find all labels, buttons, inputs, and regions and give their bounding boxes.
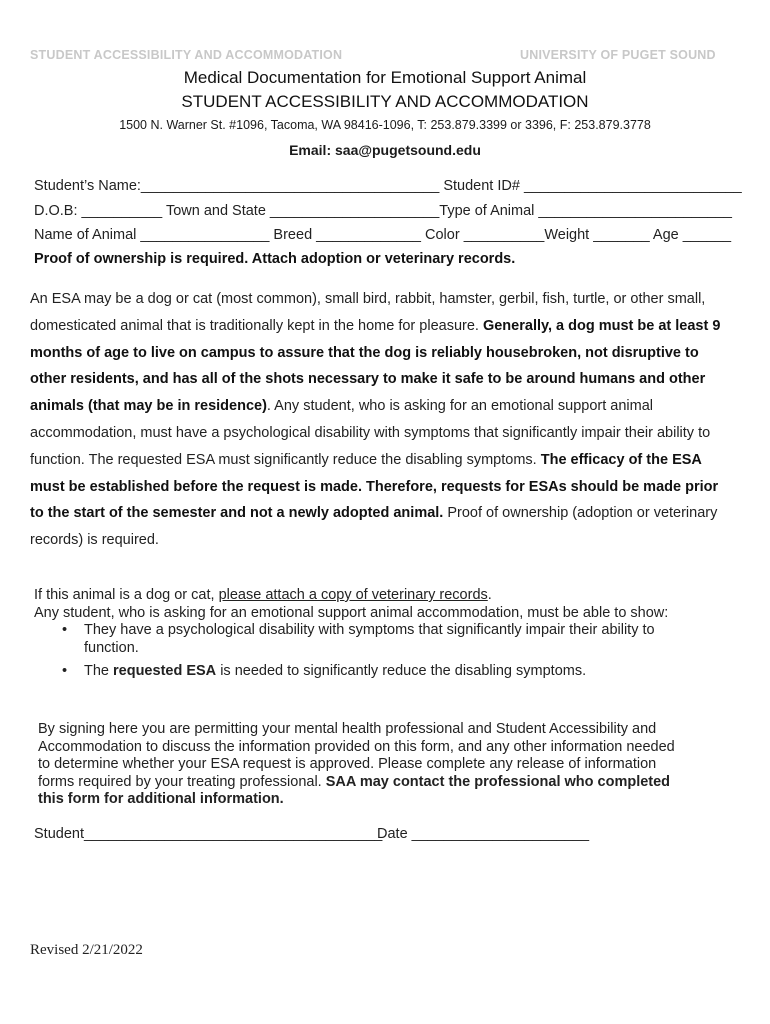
bullet-text: The	[84, 663, 114, 679]
bullet-icon: •	[62, 622, 68, 638]
policy-bold-1: Generally, a dog must be at least 9 months of age to live on campus to assure that the dog is reliably housebroken, not disruptive to other residents, and has all of the shots necessary to make it safe to be around humans and other animals (that may be in residence)	[30, 317, 721, 415]
requirements-intro: Any student, who is asking for an emotional support animal accommodation, must be able to show:	[34, 604, 669, 621]
list-item	[34, 663, 674, 681]
esa-policy-paragraph	[30, 286, 730, 554]
form-row-student[interactable]: Student’s Name:_____________________________________ Student ID# ___________________________	[34, 178, 742, 194]
office-email: Email: saa@pugetsound.edu	[289, 142, 481, 158]
vet-records-link[interactable]: please attach a copy of veterinary records	[218, 587, 488, 603]
consent-bold: SAA may contact the professional who completed this form for additional information.	[38, 773, 671, 807]
form-row-dob[interactable]: D.O.B: __________ Town and State _____________________Type of Animal ________________________	[34, 203, 732, 219]
policy-bold-2: The efficacy of the ESA must be established before the request is made. Therefore, requests for ESAs should be made prior to the start of the semester and not a newly adopted animal.	[30, 451, 719, 522]
form-title: Medical Documentation for Emotional Support Animal	[183, 68, 587, 87]
bullet-text: They have a psychological disability with symptoms that significantly impair their ability to function.	[84, 622, 655, 656]
bullet-bold: requested ESA	[113, 663, 217, 679]
policy-text-1: An ESA may be a dog or cat (most common), small bird, rabbit, hamster, gerbil, fish, turtle, or other small, domesticated animal that is traditionally kept in the home for pleasure.	[30, 291, 706, 334]
student-signature-field[interactable]: Student_____________________________________	[34, 826, 383, 842]
office-address: 1500 N. Warner St. #1096, Tacoma, WA 98416-1096, T: 253.879.3399 or 3396, F: 253.879.3778	[119, 118, 651, 132]
proof-notice: Proof of ownership is required. Attach adoption or veterinary records.	[34, 251, 516, 267]
dogcat-note	[34, 587, 674, 605]
consent-text: By signing here you are permitting your mental health professional and Student Accessibility and Accommodation to discuss the information provided on this form, and any other information needed to determine whether your ESA request is approved. Please complete any release of information forms required by your treating professional.	[38, 721, 675, 790]
consent-paragraph	[38, 721, 678, 809]
dogcat-suffix: .	[487, 587, 492, 603]
policy-text-3: Proof of ownership (adoption or veterinary records) is required.	[30, 505, 718, 549]
list-item	[34, 622, 674, 657]
header-left: STUDENT ACCESSIBILITY AND ACCOMMODATION	[30, 48, 343, 62]
policy-text-2: . Any student, who is asking for an emotional support animal accommodation, must have a psychological disability with symptoms that significantly impair their ability to function. The requested ESA must significantly reduce the disabling symptoms.	[30, 398, 711, 468]
form-row-animal[interactable]: Name of Animal ________________ Breed _____________ Color __________Weight _______ Age ______	[34, 227, 732, 243]
revision-date: Revised 2/21/2022	[30, 942, 143, 958]
date-field[interactable]: Date ______________________	[377, 826, 590, 842]
bullet-text: is needed to significantly reduce the disabling symptoms.	[216, 663, 587, 679]
header-right: UNIVERSITY OF PUGET SOUND	[520, 48, 716, 62]
requirements-section	[34, 587, 674, 681]
bullet-icon: •	[62, 663, 68, 679]
requirements-list	[34, 622, 674, 681]
dogcat-prefix: If this animal is a dog or cat,	[34, 587, 219, 603]
form-subtitle: STUDENT ACCESSIBILITY AND ACCOMMODATION	[181, 92, 589, 111]
